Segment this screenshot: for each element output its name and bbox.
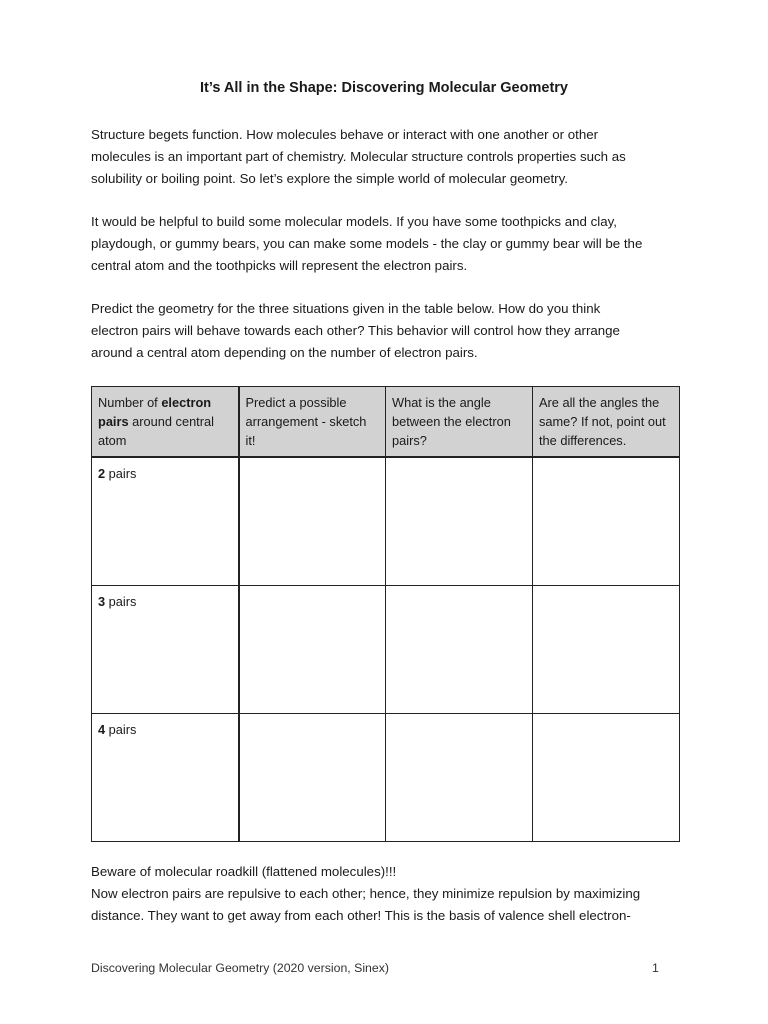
page-title: It’s All in the Shape: Discovering Molecular Geometry: [200, 80, 568, 96]
predict-paragraph: [91, 298, 691, 364]
paragraph-line: solubility or boiling point. So let’s explore the simple world of molecular geometry.: [91, 171, 568, 186]
table-row: [92, 457, 680, 586]
angles-same-cell[interactable]: [533, 714, 680, 842]
header-electron-pairs: [92, 387, 239, 458]
table-row: [92, 714, 680, 842]
pair-unit: pairs: [105, 466, 137, 481]
paragraph-line: molecules is an important part of chemistry. Molecular structure controls properties such as: [91, 149, 626, 164]
angle-cell[interactable]: [386, 457, 533, 586]
row-label-cell: [92, 714, 239, 842]
arrangement-cell[interactable]: [239, 586, 386, 714]
header-angles-same: Are all the angles the same? If not, point out the differences.: [533, 387, 680, 458]
row-label-cell: [92, 457, 239, 586]
paragraph-line: around a central atom depending on the number of electron pairs.: [91, 345, 478, 360]
paragraph-line: distance. They want to get away from each other! This is the basis of valence shell electron-: [91, 908, 631, 923]
geometry-table: [91, 386, 680, 842]
header-text: Number of: [98, 395, 162, 410]
arrangement-cell[interactable]: [239, 714, 386, 842]
paragraph-line: Predict the geometry for the three situations given in the table below. How do you think: [91, 301, 601, 316]
intro-paragraph: [91, 124, 691, 190]
arrangement-cell[interactable]: [239, 457, 386, 586]
table-header-row: [92, 387, 680, 458]
paragraph-line: electron pairs will behave towards each other? This behavior will control how they arrange: [91, 323, 620, 338]
pair-count: 3: [98, 594, 106, 609]
pair-count: 2: [98, 466, 106, 481]
angles-same-cell[interactable]: [533, 457, 680, 586]
header-bold-text: electron pairs: [98, 395, 212, 429]
models-paragraph: [91, 211, 691, 277]
page-number: 1: [652, 961, 659, 975]
paragraph-line: Structure begets function. How molecules behave or interact with one another or other: [91, 127, 599, 142]
beware-paragraph: [91, 861, 691, 927]
paragraph-line: It would be helpful to build some molecular models. If you have some toothpicks and clay,: [91, 214, 617, 229]
paragraph-line: Now electron pairs are repulsive to each other; hence, they minimize repulsion by maximizing: [91, 886, 641, 901]
header-arrangement: Predict a possible arrangement - sketch it!: [239, 387, 386, 458]
table-row: [92, 586, 680, 714]
paragraph-line: Beware of molecular roadkill (flattened molecules)!!!: [91, 864, 397, 879]
paragraph-line: playdough, or gummy bears, you can make some models - the clay or gummy bear will be the: [91, 236, 643, 251]
angles-same-cell[interactable]: [533, 586, 680, 714]
header-text: around central atom: [98, 414, 214, 448]
pair-unit: pairs: [105, 594, 137, 609]
pair-count: 4: [98, 722, 106, 737]
page-footer: Discovering Molecular Geometry (2020 version, Sinex): [91, 961, 389, 975]
header-angle: What is the angle between the electron pairs?: [386, 387, 533, 458]
pair-unit: pairs: [105, 722, 137, 737]
row-label-cell: [92, 586, 239, 714]
angle-cell[interactable]: [386, 586, 533, 714]
paragraph-line: central atom and the toothpicks will represent the electron pairs.: [91, 258, 468, 273]
angle-cell[interactable]: [386, 714, 533, 842]
